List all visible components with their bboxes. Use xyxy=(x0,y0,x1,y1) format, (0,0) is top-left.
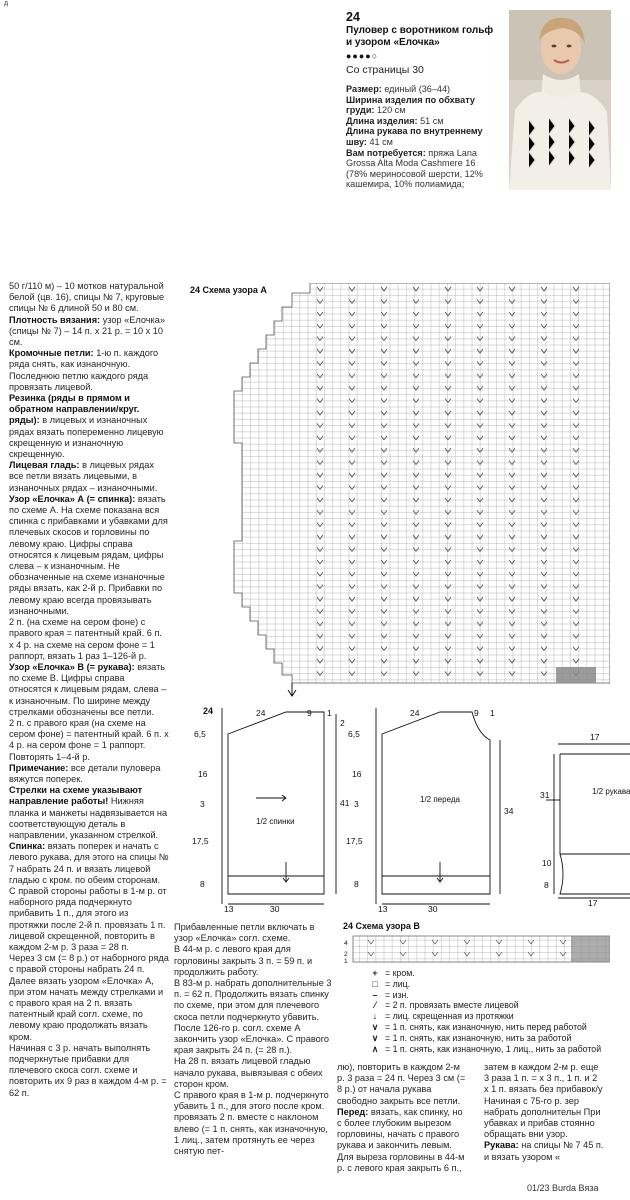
col1-paragraph xyxy=(9,315,169,349)
chart-legend xyxy=(365,968,601,1054)
model-photo xyxy=(509,10,611,190)
corner-mark: д xyxy=(4,0,9,7)
col4-paragraph-text: затем в каждом 2-м р. еще 3 раза 1 п. = х 3 п., 1 п. и 2 х 1 п. вязать без прибавок/у Начиная с 75-го р. зер набрать дополнительн При убавках и прибав стоянно обращать вни узор. xyxy=(484,1062,603,1140)
front-right-dim: 34 xyxy=(504,806,514,816)
legend-symbol: ↓ xyxy=(372,1011,378,1022)
sleeve-left-dim-1: 31 xyxy=(540,790,550,800)
chart-a-grid xyxy=(226,283,610,698)
chart-b-row-label-1: 4 xyxy=(344,940,348,947)
col1-paragraph xyxy=(9,348,169,393)
col2-paragraph xyxy=(174,1090,334,1157)
spec-value: пряжа Lana Grossa Alta Moda Cashmere 16 (78% мериносовой шерсти, 12% кашемира, 10% полиамида; xyxy=(346,147,483,190)
instructions-column-1 xyxy=(9,281,169,1099)
col1-paragraph-label: Резинка (ряды в прямом и обратном направлении/круг. ряды): xyxy=(9,393,140,426)
page-footer: 01/23 Burda Вяза xyxy=(527,1183,599,1193)
legend-text: = 1 п. снять, как изнаночную, нить за работой xyxy=(385,1032,572,1043)
legend-text: = 1 п. снять, как изнаночную, нить перед работой xyxy=(385,1021,587,1032)
instructions-column-2 xyxy=(174,922,334,1157)
col2-paragraph-text: В 83-м р. набрать дополнительные 3 п. = 62 п. Продолжить вязать спинку по схеме, при этом для плечевого скоса петли подчеркнуто убавить. xyxy=(174,978,332,1022)
front-bottom-dim: 30 xyxy=(428,904,438,914)
col2-paragraph-text: Прибавленные петли включать в узор «Елочка» согл. схеме. xyxy=(174,922,315,944)
col1-paragraph xyxy=(9,841,169,953)
sleeve-bottom-dim: 17 xyxy=(588,898,598,908)
schematic-back xyxy=(186,704,356,916)
front-left-dim-3: 3 xyxy=(354,799,359,809)
specs-block xyxy=(346,84,496,190)
col1-paragraph-text: в лицевых и изнаночных рядах вязать попеременно лицевую скрещенную и изнаночную скрещенную. xyxy=(9,415,164,460)
col1-paragraph-label: Спинка: xyxy=(9,841,46,852)
spec-line xyxy=(346,126,496,147)
legend-symbol: □ xyxy=(372,978,378,989)
col4-paragraph-text: на спицы № 7 45 п. и вязать узором « xyxy=(484,1140,604,1162)
legend-text: = 2 п. провязать вместе лицевой xyxy=(385,1000,519,1011)
legend-row xyxy=(365,1044,601,1055)
front-label: 1/2 переда xyxy=(420,795,460,804)
col1-paragraph-text: вязать поперек и начать с левого рукава, для этого на спицы № 7 набрать 24 п. и вязать лицевой гладью с кром. по обеим сторонам. С правой стороны работы в 1-м р. от наборного ряда подчеркнуто прибавить 1 п., для этого из протяжки после 2-й п. провязать 1 п. лицевой скрещенной, повторить в каждом 2-м р. 3 раза = 28 п. xyxy=(9,841,169,952)
sleeve-left-dim-3: 8 xyxy=(544,880,549,890)
front-top-right-dim: 9 xyxy=(474,708,479,718)
col1-paragraph-text: 2 п. (на схеме на сером фоне) с правого края = патентный край. 6 п. х 4 р. на схеме на сером фоне = 1 раппорт, вязать 1 раз 1–126-й р. xyxy=(9,617,162,661)
spec-value: 51 см xyxy=(420,115,444,126)
col2-paragraph-text: С правого края в 1-м р. подчеркнуто убавить 1 п., для этого после кром. провязать 2 п. вместе с наклоном влево (= 1 п. снять, как изначочную, 1 лиц., затем протянуть ее через снятую пет- xyxy=(174,1090,329,1157)
legend-row xyxy=(365,1033,601,1044)
spec-label: Ширина изделия по обхвату груди: xyxy=(346,94,475,116)
schematic-front xyxy=(340,704,520,916)
col4-paragraph xyxy=(484,1062,604,1140)
legend-symbol: ∧ xyxy=(371,1043,379,1054)
spec-line xyxy=(346,116,496,127)
schematic-sleeve xyxy=(530,718,630,908)
col1-paragraph-label: Узор «Елочка» А (= спинка): xyxy=(9,493,136,504)
col2-paragraph xyxy=(174,1056,334,1090)
chart-b-grid xyxy=(343,934,610,964)
col1-paragraph-label: Кромочные петли: xyxy=(9,348,94,359)
legend-row xyxy=(365,968,601,979)
spec-line xyxy=(346,95,496,116)
col1-paragraph-label: Стрелки на схеме указывают направление работы! xyxy=(9,785,143,807)
col1-paragraph-label: Лицевая гладь: xyxy=(9,460,80,471)
col1-paragraph xyxy=(9,718,169,763)
front-left-dim-1: 6,5 xyxy=(348,729,360,739)
model-photo-illustration xyxy=(509,10,611,190)
col2-paragraph-text: В 44-м р. с левого края для горловины закрыть 3 п. = 59 п. и продолжить работу. xyxy=(174,944,313,977)
legend-symbol: ⁄ xyxy=(374,1000,376,1011)
front-left-dim-4: 17,5 xyxy=(346,836,363,846)
spec-line xyxy=(346,84,496,95)
spec-value: 41 см xyxy=(369,136,393,147)
col3-paragraph xyxy=(337,1107,467,1152)
col1-paragraph xyxy=(9,763,169,785)
back-bottom-dim: 30 xyxy=(270,904,280,914)
spec-line xyxy=(346,148,496,190)
col1-paragraph-text: Через 3 см (= 8 р.) от наборного ряда с правой стороны набрать 24 п. Далее вязать узором «Елочка» А, при этом начать между стрелками и с правого края на 2 п. вязать патентный край согл. схеме, по левому краю продолжать вязать кром. xyxy=(9,953,169,1042)
front-left-dim-2: 16 xyxy=(352,769,362,779)
spec-label: Длина рукава по внутреннему шву: xyxy=(346,126,483,147)
back-top-dim: 24 xyxy=(256,708,266,718)
back-top-right2-dim: 1 xyxy=(327,708,332,718)
back-left-dim-1: 6,5 xyxy=(194,729,206,739)
back-left-dim-4: 17,5 xyxy=(192,836,209,846)
col3-paragraph xyxy=(337,1152,467,1174)
chart-b-row-label-2: 2 xyxy=(344,951,348,958)
chart-b-title: 24 Схема узора В xyxy=(343,921,420,931)
back-right-dim: 41 xyxy=(340,798,350,808)
legend-row xyxy=(365,990,601,1001)
col3-paragraph xyxy=(337,1062,467,1107)
sleeve-left-dim-2: 10 xyxy=(542,858,552,868)
back-left-dim-3: 3 xyxy=(200,799,205,809)
front-top-right2-dim: 1 xyxy=(490,708,495,718)
pattern-title: Пуловер с воротником гольф и узором «Елочка» xyxy=(346,25,494,48)
col3-paragraph-text: вязать, как спинку, но с более глубоким вырезом горловины, начать с правого рукава и закончить левым. xyxy=(337,1106,463,1151)
col1-paragraph-text: все детали пуловера вяжутся поперек. xyxy=(9,762,161,784)
spec-label: Длина изделия: xyxy=(346,115,418,126)
legend-symbol: ∨ xyxy=(371,1021,379,1032)
col2-paragraph xyxy=(174,978,334,1023)
legend-text: = изн. xyxy=(385,989,409,1000)
back-label: 1/2 спинки xyxy=(256,817,295,826)
col1-paragraph-text: узор «Елочка» (спицы № 7) – 14 п. х 21 р. = 10 х 10 см. xyxy=(9,314,165,348)
chart-b-row-label-3: 1 xyxy=(344,958,348,964)
col4-paragraph xyxy=(484,1140,604,1162)
front-top-dim: 24 xyxy=(410,708,420,718)
col1-paragraph xyxy=(9,494,169,617)
col1-paragraph-text: Нижняя планка и манжеты надвязывается на соответствующую деталь в направлении, указанном стрелкой. xyxy=(9,796,168,840)
pattern-number: 24 xyxy=(346,10,360,24)
legend-symbol: ∨ xyxy=(371,1032,379,1043)
col2-paragraph xyxy=(174,944,334,978)
instructions-column-4 xyxy=(484,1062,604,1163)
col2-paragraph xyxy=(174,1023,334,1057)
col1-paragraph-text: 50 г/110 м) – 10 мотков натуральной белой (цв. 16), спицы № 7, круговые спицы № 6 длиной 50 и 80 см. xyxy=(9,281,165,314)
col1-paragraph-text: вязать по схеме В. Цифры справа относятся к лицевым рядам, слева – к изнаночным. По ширине между стрелками обозначены все петли. xyxy=(9,661,167,717)
col1-paragraph xyxy=(9,1043,169,1099)
front-left-dim-5: 8 xyxy=(354,879,359,889)
legend-row xyxy=(365,1000,601,1011)
back-bottom-left-dim: 13 xyxy=(224,904,234,914)
legend-text: = кром. xyxy=(385,968,415,978)
col1-paragraph-label: Примечание: xyxy=(9,762,69,773)
spec-value: 120 см xyxy=(376,105,406,116)
spec-label: Вам потребуется: xyxy=(346,147,426,158)
legend-text: = лиц. xyxy=(385,978,411,989)
sleeve-top-dim: 17 xyxy=(590,732,600,742)
col1-paragraph-text: вязать по схеме А. На схеме показана вся спинка с прибавками и убавками для плечевых скосов и горловины по левому краю. Цифры справа относятся к лицевым рядам, цифры слева – к изнаночным. Не обозначенные на схеме изнаночные ряды вязать, как 2-й р. Прибавки по левому краю всегда провязывать изнаночными. xyxy=(9,493,168,616)
col3-paragraph-label: Перед: xyxy=(337,1106,369,1117)
col3-paragraph-text: Для выреза горловины в 44-м р. с левого края закрыть 6 п., xyxy=(337,1151,465,1173)
col1-paragraph-label: Узор «Елочка» В (= рукава): xyxy=(9,661,135,672)
col1-paragraph xyxy=(9,785,169,841)
col3-paragraph-text: лю), повторить в каждом 2-м р. 3 раза = 24 п. Через 3 см (= 8 р.) от начала рукава свободно закрыть все петли. xyxy=(337,1062,466,1106)
back-left-dim-2: 16 xyxy=(198,769,208,779)
col2-paragraph-text: После 126-го р. согл. схеме А закончить узор «Елочка». С правого края закрыть 24 п. (= 28 п.). xyxy=(174,1022,330,1056)
col1-paragraph-text: Начиная с 3 р. начать выполнять подчеркнутые прибавки для плечевого скоса согл. схеме и повторить их 9 раз в каждом 4-м р. = 62 п. xyxy=(9,1042,167,1098)
col1-paragraph xyxy=(9,460,169,494)
col1-paragraph xyxy=(9,953,169,1043)
back-top-right-dim: 9 xyxy=(307,708,312,718)
col1-paragraph-text: 2 п. с правого края (на схеме на сером фоне) = патентный край. 6 п. х 4 р. на сером фоне = 1 раппорт. Повторять 1–4-й р. xyxy=(9,717,169,762)
col1-paragraph-text: в лицевых рядах все петли вязать лицевыми, в изнаночных рядах – изнаночными. xyxy=(9,460,158,493)
schematic-number: 24 xyxy=(203,706,214,716)
col1-paragraph xyxy=(9,393,169,460)
front-top-right3-dim: 2 xyxy=(340,718,345,728)
back-left-dim-5: 8 xyxy=(200,879,205,889)
page-reference: Со страницы 30 xyxy=(346,64,424,76)
front-bottom-left-dim: 13 xyxy=(378,904,388,914)
col1-paragraph xyxy=(9,281,169,315)
legend-symbol: – xyxy=(372,989,378,1000)
legend-symbol: + xyxy=(372,968,378,978)
spec-value: единый (36–44) xyxy=(384,84,451,94)
col1-paragraph-text: 1-ю п. каждого ряда снять, как изнаночную. Последнюю петлю каждого ряда провязать лицевой. xyxy=(9,348,159,392)
legend-row xyxy=(365,1011,601,1022)
col2-paragraph xyxy=(174,922,334,944)
col1-paragraph xyxy=(9,617,169,662)
instructions-column-3 xyxy=(337,1062,467,1174)
spec-label: Размер: xyxy=(346,84,382,94)
sleeve-label: 1/2 рукава xyxy=(592,787,630,796)
col4-paragraph-label: Рукава: xyxy=(484,1140,519,1151)
chart-a-title: 24 Схема узора А xyxy=(190,285,267,295)
col1-paragraph-label: Плотность вязания: xyxy=(9,314,101,325)
legend-text: = лиц. скрещенная из протяжки xyxy=(385,1011,514,1022)
col2-paragraph-text: На 28 п. вязать лицевой гладью начало рукава, вывязывая с обеих сторон кром. xyxy=(174,1056,323,1089)
legend-text: = 1 п. снять, как изнаночную, 1 лиц., нить за работой xyxy=(385,1043,602,1054)
difficulty-rating: ●●●●○ xyxy=(346,51,379,61)
legend-row xyxy=(365,1022,601,1033)
legend-row xyxy=(365,979,601,990)
col1-paragraph xyxy=(9,662,169,718)
